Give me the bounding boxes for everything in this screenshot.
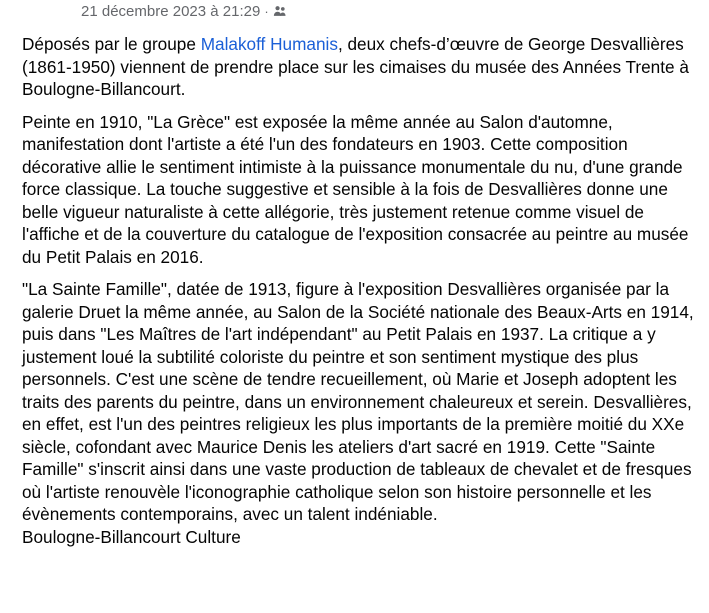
post-timestamp[interactable]: 21 décembre 2023 à 21:29 — [81, 2, 261, 20]
post-intro-paragraph — [22, 33, 696, 101]
post-meta — [81, 0, 287, 22]
intro-before-text: Déposés par le groupe — [22, 34, 201, 54]
group-icon[interactable] — [273, 4, 287, 18]
post-content — [22, 33, 696, 548]
post-paragraph-sainte-famille: "La Sainte Famille", datée de 1913, figure à l'exposition Desvallières organisée par la galerie Druet la même année, au Salon de la Société nationale des Beaux-Arts en 1914, puis dans "Les Maîtres de l'art indépendant" au Petit Palais en 1937. La critique a y justement loué la subtilité coloriste du peintre et son sentiment mystique des plus personnels. C'est une scène de tendre recueillement, où Marie et Joseph adoptent les traits des parents du peintre, dans un environnement chaleureux et serein. Desvallières, en effet, est l'un des peintres religieux les plus importants de la première moitié du XXe siècle, cofondant avec Maurice Denis les ateliers d'art sacré en 1919. Cette "Sainte Famille" s'inscrit ainsi dans une vaste production de tableaux de chevalet et de fresques où l'artiste renouvèle l'iconographie catholique selon son histoire personnelle et les évènements contemporains, avec un talent indéniable. — [22, 279, 694, 524]
post-signature: Boulogne-Billancourt Culture — [22, 526, 241, 547]
group-link[interactable]: Malakoff Humanis — [200, 34, 338, 54]
intro-after-text: , deux chefs-d’œuvre de George Desvallières (1861-1950) viennent de prendre place sur les cimaises du musée des Années Trente à Boulogne-Billancourt. — [22, 34, 689, 99]
meta-separator: · — [264, 3, 269, 19]
post-paragraph-la-grece: Peinte en 1910, "La Grèce" est exposée la même année au Salon d'automne, manifestation dont l'artiste a été l'un des fondateurs en 1903. Cette composition décorative allie le sentiment intimiste à la puissance monumentale du nu, d'une grande force classique. La touche suggestive et sensible à la fois de Desvallières donne une belle vigueur naturaliste à cette allégorie, très justement retenue comme visuel de l'affiche et de la couverture du catalogue de l'exposition consacrée au peintre au musée du Petit Palais en 2016. — [22, 111, 689, 267]
